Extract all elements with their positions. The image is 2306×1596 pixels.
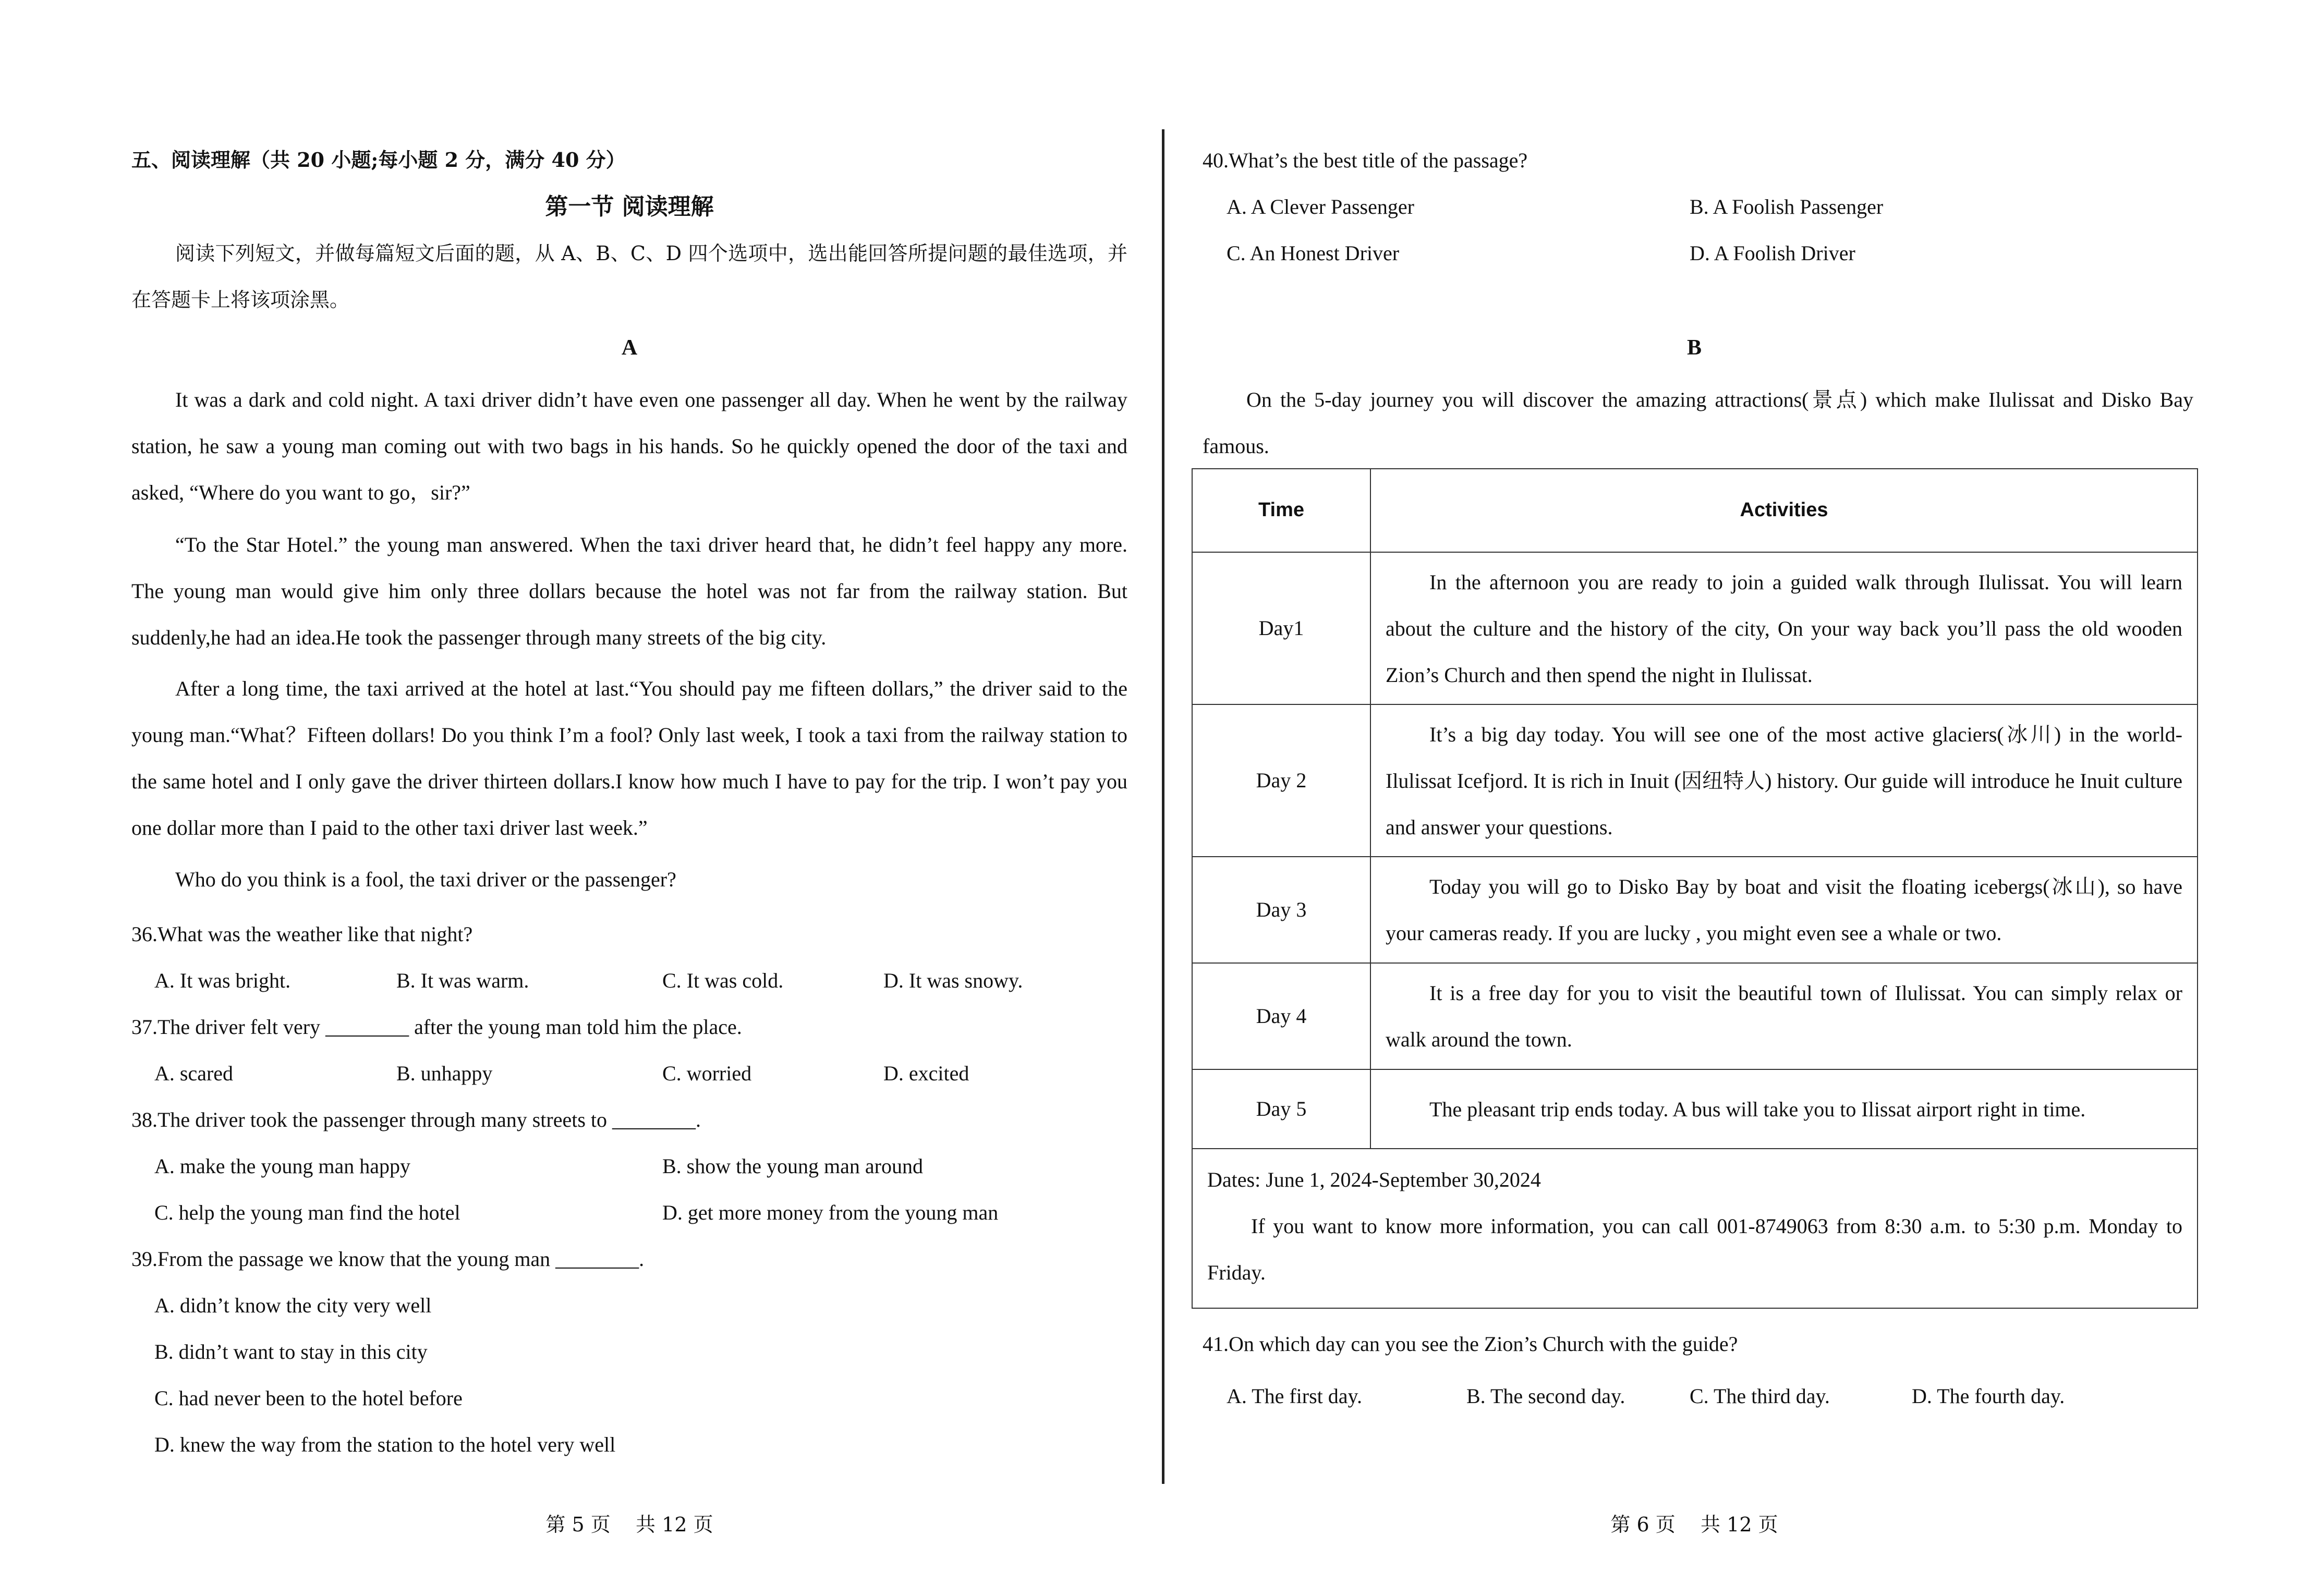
question-39-option-b[interactable]: B. didn’t want to stay in this city [154, 1340, 428, 1363]
passage-b-label: B [1686, 336, 1702, 360]
day-cell: Day 2 [1192, 704, 1370, 857]
passage-a-paragraph-3: After a long time, the taxi arrived at the hotel at last.“You should pay me fifteen dollars,” the driver said to the young man.“What？Fifteen dollars! Do you think I’m a fool? Only last week, I took a taxi from the railway station to the same hotel and I only gave the driver thirteen dollars.I know how much I have to pay for the trip. I won’t pay you one dollar more than I paid to the other taxi driver last week.” [131, 677, 1127, 839]
question-40-option-b[interactable]: B. A Foolish Passenger [1690, 195, 1884, 218]
passage-a-label: A [621, 336, 638, 360]
schedule-dates: Dates: June 1, 2024-September 30,2024 [1207, 1168, 1541, 1191]
question-40-option-a[interactable]: A. A Clever Passenger [1227, 195, 1414, 218]
schedule-contact-info: If you want to know more information, you can call 001-8749063 from 8:30 a.m. to 5:30 p.m. Monday to Friday. [1207, 1214, 2182, 1284]
question-37-option-a[interactable]: A. scared [154, 1062, 234, 1085]
table-row [1192, 552, 2198, 704]
question-41-option-b[interactable]: B. The second day. [1466, 1384, 1625, 1408]
schedule-table [1192, 468, 2198, 1309]
question-36-option-d[interactable]: D. It was snowy. [883, 969, 1023, 992]
question-37-option-d[interactable]: D. excited [883, 1062, 969, 1085]
page-footer-right: 第 6 页 共 12 页 [1610, 1513, 1778, 1536]
passage-a-paragraph-2: “To the Star Hotel.” the young man answered. When the taxi driver heard that, he didn’t feel happy any more. The young man would give him only three dollars because the hotel was not far from the railway station. But suddenly,he had an idea.He took the passenger through many streets of the big city. [131, 533, 1127, 649]
table-row [1192, 857, 2198, 963]
table-row [1192, 963, 2198, 1069]
activity-cell: It’s a big day today. You will see one of the most active glaciers(冰川) in the world-Ilulissat Icefjord. It is rich in Inuit (因纽特人) history. Our guide will introduce he Inuit culture and answer your questions. [1370, 704, 2198, 857]
activity-cell: In the afternoon you are ready to join a guided walk through Ilulissat. You will learn about the culture and the history of the city, On your way back you’ll pass the old wooden Zion’s Church and then spend the night in Ilulissat. [1370, 552, 2198, 704]
question-39-option-c[interactable]: C. had never been to the hotel before [154, 1386, 463, 1410]
question-39-option-a[interactable]: A. didn’t know the city very well [154, 1294, 432, 1317]
part-title: 第一节 阅读理解 [545, 193, 714, 220]
table-row [1192, 1069, 2198, 1149]
schedule-header-row [1192, 469, 2198, 552]
question-41-option-a[interactable]: A. The first day. [1227, 1384, 1362, 1408]
day-cell: Day 4 [1192, 963, 1370, 1069]
section-header: 五、阅读理解（共 20 小题;每小题 2 分，满分 40 分） [131, 148, 626, 172]
activity-cell: Today you will go to Disko Bay by boat and visit the floating icebergs(冰山), so have your cameras ready. If you are lucky , you might even see a whale or two. [1370, 857, 2198, 963]
question-37-stem: 37.The driver felt very ________ after the young man told him the place. [131, 1015, 742, 1039]
question-37-option-c[interactable]: C. worried [662, 1062, 752, 1085]
question-40-option-d[interactable]: D. A Foolish Driver [1690, 241, 1855, 265]
header-time: Time [1192, 469, 1370, 552]
question-39-option-d[interactable]: D. knew the way from the station to the hotel very well [154, 1433, 616, 1456]
day-cell: Day 3 [1192, 857, 1370, 963]
question-38-option-b[interactable]: B. show the young man around [662, 1154, 923, 1178]
question-40-stem: 40.What’s the best title of the passage? [1203, 149, 1528, 172]
question-38-option-d[interactable]: D. get more money from the young man [662, 1201, 999, 1224]
header-activities: Activities [1370, 469, 2198, 552]
day-cell: Day1 [1192, 552, 1370, 704]
activity-cell: The pleasant trip ends today. A bus will take you to Ilissat airport right in time. [1370, 1069, 2198, 1149]
page-footer-left: 第 5 页 共 12 页 [545, 1513, 713, 1536]
question-40-option-c[interactable]: C. An Honest Driver [1227, 241, 1400, 265]
schedule-footer-row [1192, 1149, 2198, 1308]
question-36-option-c[interactable]: C. It was cold. [662, 969, 784, 992]
question-36-option-b[interactable]: B. It was warm. [396, 969, 529, 992]
column-divider [1162, 129, 1164, 1484]
question-36-stem: 36.What was the weather like that night? [131, 922, 473, 946]
table-row [1192, 704, 2198, 857]
question-38-stem: 38.The driver took the passenger through many streets to ________. [131, 1108, 701, 1131]
question-41-option-c[interactable]: C. The third day. [1690, 1384, 1830, 1408]
question-41-option-d[interactable]: D. The fourth day. [1912, 1384, 2065, 1408]
passage-a-paragraph-4: Who do you think is a fool, the taxi driver or the passenger? [175, 868, 676, 891]
question-38-option-a[interactable]: A. make the young man happy [154, 1154, 410, 1178]
instructions: 阅读下列短文，并做每篇短文后面的题，从 A、B、C、D 四个选项中，选出能回答所提问题的最佳选项，并在答题卡上将该项涂黑。 [131, 242, 1127, 311]
passage-b-intro: On the 5-day journey you will discover the amazing attractions(景点) which make Ilulissat and Disko Bay famous. [1203, 388, 2193, 458]
day-cell: Day 5 [1192, 1069, 1370, 1149]
passage-a-paragraph-1: It was a dark and cold night. A taxi driver didn’t have even one passenger all day. When he went by the railway station, he saw a young man coming out with two bags in his hands. So he quickly opened the door of the taxi and asked, “Where do you want to go，sir?” [131, 388, 1127, 504]
question-36-option-a[interactable]: A. It was bright. [154, 969, 291, 992]
question-38-option-c[interactable]: C. help the young man find the hotel [154, 1201, 460, 1224]
question-41-stem: 41.On which day can you see the Zion’s Church with the guide? [1203, 1332, 1738, 1356]
activity-cell: It is a free day for you to visit the beautiful town of Ilulissat. You can simply relax or walk around the town. [1370, 963, 2198, 1069]
question-37-option-b[interactable]: B. unhappy [396, 1062, 493, 1085]
question-39-stem: 39.From the passage we know that the young man ________. [131, 1247, 645, 1271]
